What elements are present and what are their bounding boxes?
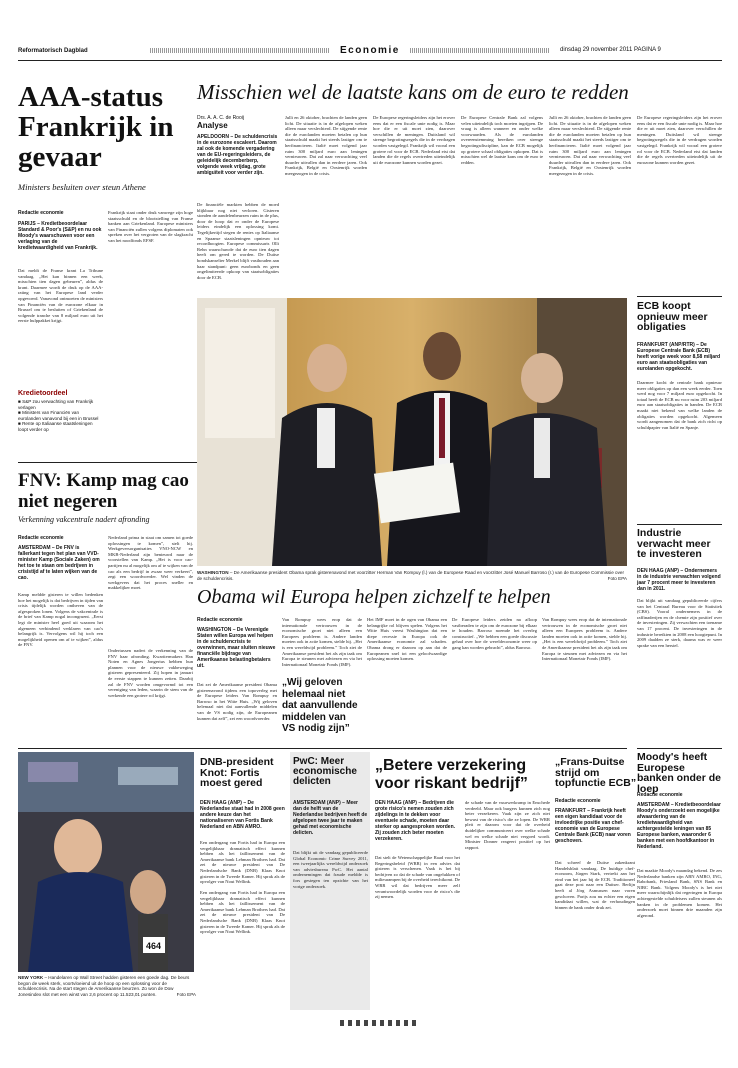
- aaa-lede: PARIJS – Kredietbeoordelaar Standard & Poor's (S&P) en nu ook Moody's waarschuwen voor een verlaging van de kredietwaardigheid van Frankrijk.: [18, 221, 102, 251]
- obama-body3: Het IMF moet in de ogen van Obama een belangrijke rol blijven spelen. Volgens het Witte Huis vreest Washington dat een diepe recessie in Europa ook de Amerikaanse economie zal schaden. Obama drong er daarom op aan dat de Europeanen snel tot een geloofwaardige oplossing moeten komen.: [367, 617, 447, 662]
- nyse-place: NEW YORK: [18, 975, 44, 980]
- aaa-subtitle: Ministers besluiten over steun Athene: [18, 182, 146, 192]
- nyse-caption: NEW YORK – Handelaren op Wall Street hadden gisteren een goede dag. De beurs begon de week sterk, voortvloeiend uit de hoop op een oplossing voor de schuldencrisis. Na de start stegen de Amerikaanse beurzen. Zo won de Dow Jonesindex slot met een winst van 2,6 procent op 11.523,01 punten. Foto EPA: [18, 975, 196, 997]
- verz-title: „Betere verzekering voor riskant bedrijf”: [375, 757, 528, 792]
- masthead-bar-left: [150, 48, 330, 53]
- frans-body: Dat schreef de Duitse zakenkrant Handelsblatt vandaag. De huidige chef-econoom, Jürgen Stark, vertrekt aan het eind van het jaar bij de ECB. Traditioneel gaat deze post naar een Duitser. Berlijn heeft al Jörg Asmussen naar voren geschoven. Parijs zou nu echter een eigen kandidaat willen, wat de verhoudingen binnen de bank onder druk zet.: [555, 860, 635, 910]
- industrie-title: Industrie verwacht meer te investeren: [637, 527, 711, 560]
- obama-rule: [197, 748, 627, 749]
- dnb-body: Een ondergang van Fortis had in Europa een vergelijkbaar dramatisch effect kunnen hebben als het faillissement van de Amerikaanse bank Lehman Brothers had. Dat zei de nieuwe president van De Nederlandsche Bank (DNB) Klaas Knot gisteren in de Tweede Kamer. Hij sprak als de opvolger van Nout Wellink.: [200, 840, 285, 885]
- frans-credit: Redactie economie: [555, 798, 601, 804]
- obama-body4: De Europese leiders zeiden na afloop vastberaden te zijn om de eurozone bij elkaar te houden. Barroso noemde het overleg constructief. „We hebben een goede discussie gehad over hoe de wereldeconomie weer op gang kan worden gebracht”, aldus Barroso.: [452, 617, 537, 650]
- aaa-body2: Frankrijk staat onder druk vanwege zijn hoge staatsschuld en de blootstelling van Franse banken aan Griekenland. Europese ministers van Financiën zullen volgens diplomaten ook spreken over het vergroten van de slagkracht van het noodfonds EFSF.: [108, 210, 193, 243]
- verz-body: Dat stelt de Wetenschappelijke Raad voor het Regeringsbeleid (WRR) in een advies dat gisteren is verschenen. Vaak is het bij bedrijven zo dat de schade van ongelukken of milieurampen bij de overheid terechtkomt. De WRR wil dat bedrijven meer zelf verantwoordelijk worden voor de risico's die zij nemen.: [375, 855, 460, 900]
- dnb-lede: DEN HAAG (ANP) – De Nederlandse staat had in 2008 geen andere keuze dan het nationaliseren van Fortis Bank Nederland en ABN AMRO.: [200, 800, 285, 830]
- main-photo-caption: WASHINGTON – De Amerikaanse president Obama sprak gisterenavond met voorzitter Herman Van Rompuy (l.) van de Europese Raad en voorzitter José Manuel Barroso (r.) van de Europese Commissie over de schuldencrisis. Foto EPA: [197, 570, 627, 581]
- frans-lede: FRANKFURT – Frankrijk heeft een eigen kandidaat voor de invloedrijke positie van chef-economie van de Europese Centrale Bank (ECB) naar voren geschoven.: [555, 808, 631, 844]
- moodys-lede: AMSTERDAM – Kredietbeoordelaar Moody's onderzoekt een mogelijke afwaardering van de kredietwaardigheid van achtergestelde leningen van 85 Europese banken, waaronder 6 banken met een hoofdkantoor in Nederland.: [637, 802, 721, 850]
- aaa-body: Dat meldt de Franse krant La Tribune vandaag. „Het kan binnen een week, misschien tien dagen gebeuren”, aldus de krant. Daarmee wordt de druk op de AAA-rating van het Europese land verder opgevoerd. Vanavond ontmoeten de ministers van Financiën van de eurozone elkaar in Brussel om te besluiten of Griekenland de volgende tranche van 8 miljard euro uit het eerste hulppakket krijgt.: [18, 268, 103, 324]
- masthead-date: dinsdag 29 november 2011 PAGINA 9: [560, 47, 661, 53]
- masthead-rule: [18, 60, 722, 61]
- fnv-body2: Nederland prima in staat om samen tot goede oplossingen te komen”, stelt hij. Werkgeversorganisaties VNO-NCW en MKB-Nederland zijn benieuwd naar de voorstellen van Kamp. „Het is voor cao-partijen nu al mogelijk om af te wijken van de cao als een bedrijf in zwaar weer verkeert”, zegt een woordvoerder. Wel vinden de werkgevers dat het proces sneller en makkelijker moet.: [108, 535, 193, 591]
- analyse-headline: Misschien wel de laatste kans om de euro te redden: [197, 80, 629, 104]
- nyse-photo: [18, 752, 194, 972]
- obama-quote: „Wij geloven helemaal niet dat aanvullende middelen van VS nodig zijn”: [282, 677, 358, 734]
- aaa-box-item: ■ Ministers van Financiën van eurolanden vanavond bij een in Brussel: [18, 410, 99, 421]
- fnv-lede: AMSTERDAM – De FNV is fallerkant tegen het plan van VVD-minister Kamp (Sociale Zaken) om het toe te staan om bedrijven in crisistijd af te laten wijken van de cao.: [18, 545, 100, 581]
- aaa-title: AAA-status Frankrijk in gevaar: [18, 81, 174, 173]
- main-photo-caption-text: De Amerikaanse president Obama sprak gisterenavond met voorzitter Herman Van Rompuy (l.) van de Europese Raad en voorzitter José Manuel Barroso (r.) van de Europese Commissie over de schuldencrisis.: [197, 570, 624, 581]
- pwc-title: PwC: Meer economische delicten: [293, 756, 357, 787]
- obama-credit: Redactie economie: [197, 617, 243, 623]
- nyse-credit: Foto EPA: [176, 991, 196, 997]
- aaa-box-item: ■ Rente op Italiaanse staatsleningen loopt verder op: [18, 421, 93, 432]
- industrie-body: Dat blijkt uit vandaag gepubliceerde cijfers van het Centraal Bureau voor de Statistiek (CBS). Vooral ondernemers in de raffinaderijen en de chemie zijn positief over de investeringen. Zij verwachten een toename van 17 procent. De investeringen in de industrie bereikten in 2008 een hoogtepunt. In 2009 daalden ze sterk, daarna was er weer sprake van een herstel.: [637, 598, 722, 648]
- masthead-paper: Reformatorisch Dagblad: [18, 48, 88, 54]
- masthead-bar-right: [410, 48, 550, 53]
- analyse-label: Analyse: [197, 121, 228, 130]
- obama-headline: Obama wil Europa helpen zichzelf te helpen: [197, 586, 551, 608]
- verz-lede: DEN HAAG (ANP) – Bedrijven die grote risico's nemen zouden zich zijdelings in te dekken voor eventuele schade, moeten daar sterker op aangesproken worden. Zij zouden zich beter moeten verzekeren.: [375, 800, 456, 842]
- masthead-section: Economie: [340, 45, 400, 56]
- aaa-rule: [18, 462, 198, 463]
- analyse-body4: De Europese Centrale Bank zal volgens velen uiteindelijk toch moeten ingrijpen. De vraag is alleen wanneer en onder welke voorwaarden. Als de eurolanden overeenstemming bereiken over strenge begrotingsdiscipline, kan de ECB mogelijk op grotere schaal obligaties opkopen. Dat is misschien wel de laatste kans om de euro te redden.: [461, 115, 543, 165]
- obama-body: Dat zei de Amerikaanse president Obama gisterenavond tijdens een topoverleg met de Europese leiders Van Rompuy en Barroso in het Witte Huis. „Wij geloven helemaal niet dat aanvullende middelen van de VS nodig zijn, de Europeanen kunnen dat zelf”, zei een woordvoerder.: [197, 682, 277, 721]
- moodys-title: Moody's heeft Europese banken onder de loep: [637, 751, 722, 795]
- moodys-credit: Redactie economie: [637, 792, 683, 798]
- svg-text:464: 464: [146, 941, 162, 951]
- obama-body2: Van Rompuy wees erop dat de internationale vertrouwen in de economische groei niet alleen een Europees probleem is. Andere landen moeten ook in actie komen, stelde hij. „Het is een wereldwijd probleem.” Toch ziet de Amerikaanse president het als zijn taak om Europa te steunen met adviezen en via het Internationaal Monetair Fonds (IMF).: [282, 617, 362, 667]
- analyse-body: De financiële markten hebben de moed blijkbaar nog niet verloren. Gisteren stonden de aandelenbeurzen ruim in de plus, door de hoop dat er onder de Europese leiders eindelijk een oplossing komt. Tegelijkertijd stegen de rentes op Italiaanse en Spaanse staatsleningen opnieuw tot recordhoogten. Europese commissaris Olli Rehn waarschuwde dat de euro tien dagen heeft om gered te worden. De Duitse bondskanselier Merkel blijft vasthouden aan haar standpunt: geen eurobonds en geen ongelimiteerde opkoop van staatsobligaties door de ECB.: [197, 202, 279, 280]
- analyse-lede: APELDOORN – De schuldencrisis in de eurozone escaleert. Daarom zal ook de komende vergadering van de EU-regeringsleiders, de geleidelijk decemberberp, volgende week vrijdag, grote ambiguïteit voor verder zijn.: [197, 134, 278, 176]
- fnv-title: FNV: Kamp mag cao niet negeren: [18, 470, 189, 512]
- aaa-box: [18, 390, 103, 452]
- pwc-lede: AMSTERDAM (ANP) – Meer dan de helft van de Nederlandse bedrijven heeft de afgelopen twee jaar te maken gehad met economische delicten.: [293, 800, 368, 836]
- fnv-rule: [18, 748, 198, 749]
- fnv-body: Kamp meldde gisteren te willen bedenken hoe het mogelijk is dat bedrijven in tijden van crisis tijdelijk worden ontheven van de afgesproken lonen. Volgens de vakcentrale is de brief van Kamp nogal incongruent. „Eerst legt de minister heel goed uit waarom het algemeen verbindend verklaren van cao's belangrijk is. Vervolgens wil hij toch een mogelijkheid openen om af te wijken”, aldus de FNV.: [18, 592, 103, 648]
- pwc-body: Dat blijkt uit de vandaag gepubliceerde Global Economic Crime Survey 2011, een tweejaarlijks wereldwijd onderzoek van adviesbureau PwC. Het aantal ondernemingen dat fraude meldde is fors gestegen ten opzichte van het vorige onderzoek.: [293, 850, 368, 889]
- fnv-credit: Redactie economie: [18, 535, 64, 541]
- analyse-body2: Julli en 26 oktober, brachten de landen geen licht. De situatie is in de afgelopen weken alleen maar verslechterd. De stijgende rente die de eurolanden moeten betalen op hun staatsschuld maakt het steeds lastiger om te herfinancieren. Italië moet volgend jaar ruim 300 miljard euro aan leningen vernieuwen. Dat zal naar verwachting veel duurder uitvallen dan in eerdere jaren. Ook Frankrijk, België en Oostenrijk worden meegezogen in de crisis.: [285, 115, 367, 176]
- ecb-title: ECB koopt opnieuw meer obligaties: [637, 300, 708, 333]
- obama-body5: Van Rompuy wees erop dat de internationale vertrouwen in de economische groei niet alleen een Europees probleem is. Andere landen moeten ook in actie komen, stelde hij. „Het is een wereldwijd probleem.” Toch ziet de Amerikaanse president het als zijn taak om Europa te steunen met adviezen en via het Internationaal Monetair Fonds (IMF).: [542, 617, 627, 662]
- aaa-credit: Redactie economie: [18, 210, 64, 216]
- nyse-caption-text: Handelaren op Wall Street hadden gisteren een goede dag. De beurs begon de week sterk, voortvloeiend uit de hoop op een oplossing voor de schuldencrisis. Na de start stegen de Amerikaanse beurzen. Zo won de Dow Jonesindex slot met een winst van 2,6 procent op 11.523,01 punten.: [18, 975, 190, 997]
- main-photo-place: WASHINGTON: [197, 570, 229, 575]
- aaa-box-item: ■ S&P zou verwachting van Frankrijk verlagen: [18, 399, 94, 410]
- main-photo: [197, 298, 627, 566]
- verz-body2: de schade van de vuurwerkramp in Enschede verdeeld. Maar ook burgers kunnen zich nog beter verzekeren. Vaak zijn ze zich niet bewust van de risico's die ze lopen. De WRR pleit er daarom voor dat de overheid duidelijker communiceert over welke schade wel en welke schade niet vergoed wordt. Minister Donner reageert positief op het rapport.: [465, 800, 550, 850]
- print-marks: [340, 1020, 420, 1026]
- obama-lede: WASHINGTON – De Verenigde Staten willen Europa wel helpen in de schuldencrisis te overwinnen, maar sluiten nieuwe financiële bijdrage van Amerikaanse belastingbetalers uit.: [197, 627, 276, 669]
- frans-title: „Frans-Duitse strijd om topfunctie ECB”: [555, 756, 637, 789]
- industrie-rule: [637, 524, 722, 525]
- analyse-body5: Julli en 26 oktober, brachten de landen geen licht. De situatie is in de afgelopen weken alleen maar verslechterd. De stijgende rente die de eurolanden moeten betalen op hun staatsschuld maakt het steeds lastiger om te herfinancieren. Italië moet volgend jaar ruim 300 miljard euro aan leningen vernieuwen. Dat zal naar verwachting veel duurder uitvallen dan in eerdere jaren. Ook Frankrijk, België en Oostenrijk worden meegezogen in de crisis.: [549, 115, 631, 176]
- analyse-author: Drs. A. A. C. de Rooij: [197, 115, 244, 121]
- ecb-lede: FRANKFURT (ANP/RTR) – De Europese Centrale Bank (ECB) heeft vorige week voor 8,58 miljard euro aan staatsobligaties van eurolanden opgekocht.: [637, 342, 721, 372]
- dnb-body2: Een ondergang van Fortis had in Europa een vergelijkbaar dramatisch effect kunnen hebben als het faillissement van de Amerikaanse bank Lehman Brothers had. Dat zei de nieuwe president van De Nederlandsche Bank (DNB) Klaas Knot gisteren in de Tweede Kamer. Hij sprak als de opvolger van Nout Wellink.: [200, 890, 285, 935]
- fnv-body3: Ondertussen nadert de verkenning van de FNV haar afronding. Kwartiermakers Han Noten en Agnes Jongerius hebben hun plannen voor de nieuwe vakbeweging gisteren gepresenteerd. Zij hopen in januari de eerste stappen te kunnen zetten. Daarbij zal de FNV worden omgevormd tot een vereniging van leden, waarin de stem van de werkende een grotere rol krijgt.: [108, 648, 193, 698]
- ecb-rule: [637, 296, 722, 297]
- moodys-rule: [637, 748, 722, 749]
- analyse-body3: De Europese regeringsleiders zijn het erover eens dat er een fiscale unie nodig is. Maar hoe die er uit moet zien, daarover verschillen de meningen. Duitsland wil strenge begrotingsregels die in de verdragen worden vastgelegd. Frankrijk wil vooral een grotere rol voor de ECB. Nederland eist dat landen die de regels overtreden uiteindelijk uit de eurozone kunnen worden gezet.: [373, 115, 455, 165]
- analyse-body6: De Europese regeringsleiders zijn het erover eens dat er een fiscale unie nodig is. Maar hoe die er uit moet zien, daarover verschillen de meningen. Duitsland wil strenge begrotingsregels die in de verdragen worden vastgelegd. Frankrijk wil vooral een grotere rol voor de ECB. Nederland eist dat landen die de regels overtreden uiteindelijk uit de eurozone kunnen worden gezet.: [637, 115, 722, 165]
- main-photo-credit: Foto EPA: [607, 575, 627, 581]
- aaa-box-title: Kredietoordeel: [18, 390, 68, 397]
- industrie-lede: DEN HAAG (ANP) – Ondernemers in de industrie verwachten volgend jaar 7 procent meer te investeren dan in 2011.: [637, 568, 721, 592]
- fnv-subtitle: Verkenning vakcentrale nadert afronding: [18, 515, 150, 524]
- ecb-body: Daarmee kocht de centrale bank opnieuw meer obligaties op dan een week eerder. Toen werd nog voor 7 miljard euro opgekocht. In totaal heeft de ECB nu voor ruim 203 miljard euro aan staatsobligaties in handen. De ECB maakt niet bekend van welke landen de obligaties worden opgekocht. Algemeen wordt aangenomen dat de bank zich richt op schuldpapier van Italië en Spanje.: [637, 380, 722, 430]
- dnb-title: DNB-president Knot: Fortis moest gered: [200, 756, 274, 789]
- moodys-body: Dat maakte Moody's maandag bekend. De zes Nederlandse banken zijn ABN AMRO, ING, Rabobank, Friesland Bank, SNS Bank en NIBC Bank. Volgens Moody's is het niet meer waarschijnlijk dat regeringen in Europa achtergestelde schuldeisers zullen steunen als banken in de problemen komen. Het onderzoek moet binnen drie maanden zijn afgerond.: [637, 868, 722, 918]
